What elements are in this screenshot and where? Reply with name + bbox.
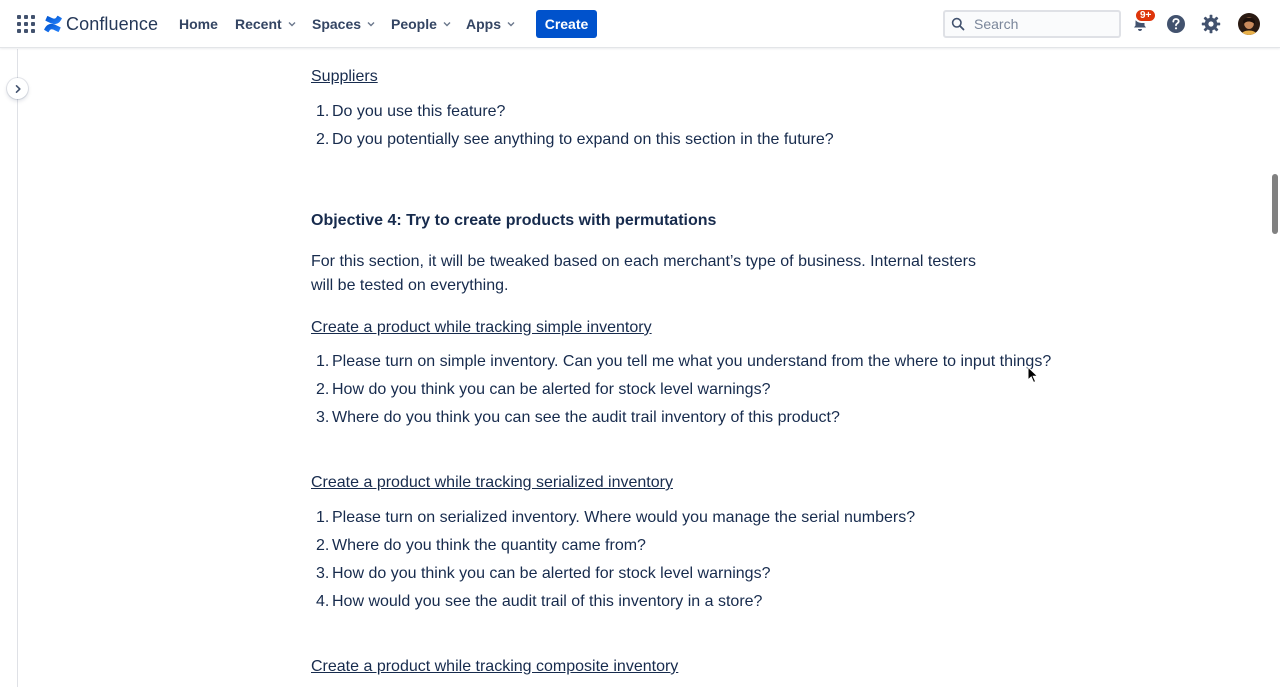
simple-inventory-link[interactable]: Create a product while tracking simple inventory <box>311 319 652 336</box>
list-item-text: Do you potentially see anything to expand on this section in the future? <box>332 131 834 148</box>
nav-home[interactable] <box>179 14 218 34</box>
objective-4-paragraph: For this section, it will be tweaked based on each merchant’s type of business. Internal testers will be tested on everything. <box>311 253 976 294</box>
list-item-text: Please turn on serialized inventory. Where would you manage the serial numbers? <box>332 509 916 526</box>
nav-home-label: Home <box>179 16 218 32</box>
nav-people[interactable] <box>391 14 451 34</box>
top-navigation <box>0 0 1280 48</box>
expand-sidebar-button[interactable] <box>7 78 28 99</box>
left-sidebar <box>0 49 18 687</box>
nav-apps-label: Apps <box>466 16 501 32</box>
list-item <box>311 380 1051 408</box>
confluence-logo-icon <box>44 15 62 33</box>
app-switcher-icon[interactable] <box>16 14 36 34</box>
nav-spaces[interactable] <box>312 14 375 34</box>
list-item-text: Where do you think the quantity came from? <box>332 537 646 554</box>
settings-button[interactable] <box>1199 12 1223 36</box>
list-number: 2. <box>316 131 330 148</box>
chevron-down-icon <box>288 20 296 28</box>
scrollbar-thumb[interactable] <box>1272 174 1278 234</box>
composite-inventory-link[interactable]: Create a product while tracking composite inventory <box>311 658 679 675</box>
list-item-text: Please turn on simple inventory. Can you tell me what you understand from the where to input things? <box>332 353 1052 370</box>
mouse-cursor-icon <box>1027 366 1039 384</box>
list-item <box>311 508 915 536</box>
nav-spaces-label: Spaces <box>312 16 362 32</box>
list-number: 1. <box>316 509 330 526</box>
nav-apps[interactable] <box>466 14 515 34</box>
nav-recent[interactable] <box>235 14 296 34</box>
list-item-text: Do you use this feature? <box>332 103 506 120</box>
list-number: 1. <box>316 103 330 120</box>
serialized-inventory-question-list <box>311 508 915 620</box>
list-item <box>311 408 1051 436</box>
list-item <box>311 536 915 564</box>
chevron-down-icon <box>443 20 451 28</box>
list-number: 1. <box>316 353 330 370</box>
list-item-text: How do you think you can be alerted for stock level warnings? <box>332 381 771 398</box>
list-number: 4. <box>316 593 330 610</box>
objective-4-heading: Objective 4: Try to create products with permutations <box>311 212 717 229</box>
list-item <box>311 102 834 130</box>
nav-people-label: People <box>391 16 437 32</box>
list-item <box>311 592 915 620</box>
help-icon <box>1166 14 1186 34</box>
list-item-text: How would you see the audit trail of this inventory in a store? <box>332 593 763 610</box>
nav-recent-label: Recent <box>235 16 282 32</box>
notifications-badge: 9+ <box>1134 8 1157 23</box>
list-number: 3. <box>316 565 330 582</box>
chevron-down-icon <box>507 20 515 28</box>
chevron-right-icon <box>13 84 23 94</box>
gear-icon <box>1201 14 1221 34</box>
user-avatar[interactable] <box>1238 13 1260 35</box>
suppliers-question-list <box>311 102 834 158</box>
suppliers-heading-link[interactable]: Suppliers <box>311 68 378 85</box>
chevron-down-icon <box>367 20 375 28</box>
list-number: 3. <box>316 409 330 426</box>
list-number: 2. <box>316 381 330 398</box>
avatar-icon <box>1238 13 1260 35</box>
search-input[interactable] <box>972 15 1112 33</box>
search-box[interactable] <box>943 10 1121 38</box>
list-item <box>311 352 1051 380</box>
app-name: Confluence <box>66 13 159 34</box>
list-item-text: Where do you think you can see the audit trail inventory of this product? <box>332 409 840 426</box>
help-button[interactable] <box>1164 12 1188 36</box>
create-button[interactable]: Create <box>536 10 597 38</box>
list-number: 2. <box>316 537 330 554</box>
list-item <box>311 564 915 592</box>
simple-inventory-question-list <box>311 352 1051 436</box>
confluence-logo[interactable] <box>44 12 158 36</box>
list-item <box>311 130 834 158</box>
serialized-inventory-link[interactable]: Create a product while tracking serialized inventory <box>311 474 673 491</box>
list-item-text: How do you think you can be alerted for stock level warnings? <box>332 565 771 582</box>
search-icon <box>951 17 965 31</box>
